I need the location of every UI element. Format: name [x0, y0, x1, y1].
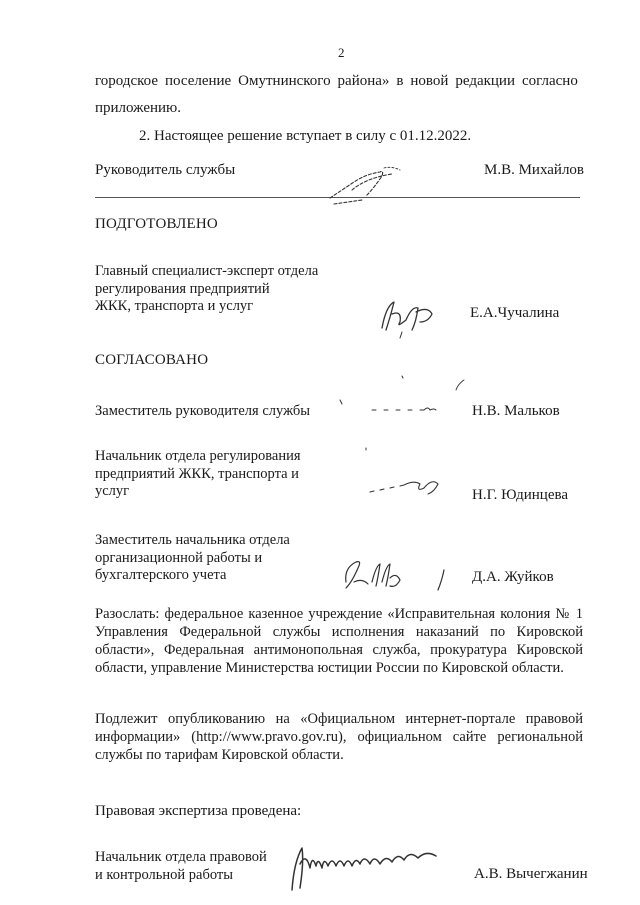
agreed-name-2: Н.Г. Юдинцева: [472, 487, 569, 503]
prepared-position-line: регулирования предприятий: [95, 280, 270, 297]
agreed-position-1: [95, 403, 310, 421]
agreed-signature-image-2: [362, 440, 462, 504]
agreed-position-2: [95, 448, 301, 501]
legal-head-position: [95, 849, 267, 884]
publication-note: Подлежит опубликованию на «Официальном интернет-портале правовой информации» (http://www.pravo.gov.ru), официальном сайте региональной службы по тарифам Кировской области.: [95, 711, 583, 763]
agreed-name-1: Н.В. Мальков: [472, 403, 560, 419]
item-2-text: 2. Настоящее решение вступает в силу с 01.12.2022.: [139, 128, 472, 144]
prepared-signature-image: [372, 292, 442, 340]
agreed-position-line: предприятий ЖКК, транспорта и: [95, 465, 299, 482]
agreed-position-line: услуг: [95, 483, 130, 499]
intro-line-2: приложению.: [95, 100, 182, 116]
prepared-heading: ПОДГОТОВЛЕНО: [95, 216, 218, 232]
agreed-position-line: Заместитель начальника отдела: [95, 532, 290, 548]
legal-head-name: А.В. Вычегжанин: [474, 866, 588, 882]
legal-position-line: Начальник отдела правовой: [95, 849, 267, 865]
head-name: М.В. Михайлов: [484, 162, 585, 178]
prepared-name: Е.А.Чучалина: [470, 305, 560, 321]
prepared-position: [95, 263, 318, 316]
distribution-list: Разослать: федеральное казенное учреждение «Исправительная колония № 1 Управления Федеральной службы исполнения наказаний по Кировской области», Федеральная антимонопольная служба, прокуратура Кировской области, управление Министерства юстиции России по Кировской области.: [95, 606, 583, 676]
head-signature-image: [322, 160, 412, 210]
intro-line-1: городское поселение Омутнинского района» в новой редакции согласно: [95, 73, 578, 89]
prepared-position-line: Главный специалист-эксперт отдела: [95, 263, 319, 279]
legal-check-text: Правовая экспертиза проведена:: [95, 803, 302, 819]
agreed-position-line: организационной работы и: [95, 549, 263, 566]
agreed-heading: СОГЛАСОВАНО: [95, 352, 209, 368]
agreed-position-3: [95, 532, 290, 585]
prepared-position-line: ЖКК, транспорта и услуг: [95, 298, 254, 314]
agreed-position-line: Заместитель руководителя службы: [95, 403, 311, 419]
agreed-signature-image-3: [332, 552, 462, 596]
agreed-signature-image-1: [336, 372, 472, 418]
agreed-name-3: Д.А. Жуйков: [472, 569, 554, 585]
legal-position-line: и контрольной работы: [95, 866, 233, 883]
agreed-position-line: Начальник отдела регулирования: [95, 448, 301, 464]
agreed-position-line: бухгалтерского учета: [95, 567, 227, 583]
head-title: Руководитель службы: [95, 162, 236, 178]
legal-signature-image: [286, 842, 446, 898]
page-number: 2: [338, 45, 345, 60]
